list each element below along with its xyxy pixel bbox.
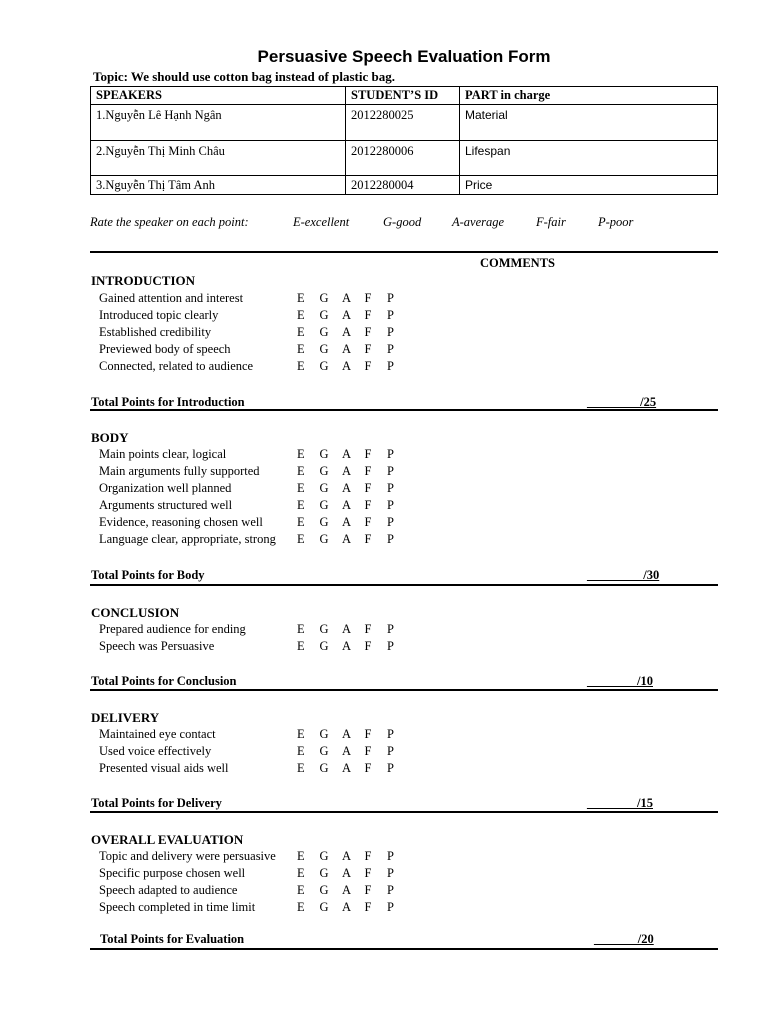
grade-option: F (364, 515, 372, 529)
grade-option: F (364, 639, 372, 653)
grade-option: P (387, 481, 394, 495)
grade-option: F (364, 342, 372, 356)
grade-option: F (364, 866, 372, 880)
section-heading-overall: OVERALL EVALUATION (91, 832, 244, 847)
grade-option: P (387, 761, 394, 775)
grade-option: A (342, 727, 352, 741)
student-id: 2012280025 (346, 105, 460, 141)
form-title: Persuasive Speech Evaluation Form (257, 47, 551, 66)
criterion-label: Connected, related to audience (99, 359, 254, 373)
score-blank-conclusion: ________/10 (587, 674, 653, 688)
grade-options (297, 481, 410, 496)
grade-option: G (319, 639, 329, 653)
grade-option: F (364, 447, 372, 461)
score-blank-delivery: ________/15 (587, 796, 653, 810)
grade-options (297, 883, 410, 898)
grade-option: G (319, 900, 329, 914)
grade-options (297, 447, 410, 462)
grade-option: G (319, 447, 329, 461)
grade-option: G (319, 532, 329, 546)
grade-options (297, 744, 410, 759)
grade-option: E (297, 481, 305, 495)
grade-option: E (297, 866, 305, 880)
grade-option: A (342, 308, 352, 322)
table-header-row (91, 87, 718, 105)
grade-option: P (387, 325, 394, 339)
criterion-label: Specific purpose chosen well (99, 866, 246, 880)
grade-option: P (387, 464, 394, 478)
grade-option: A (342, 481, 352, 495)
grade-option: G (319, 866, 329, 880)
grade-option: F (364, 308, 372, 322)
grade-option: E (297, 464, 305, 478)
section-heading-delivery: DELIVERY (91, 710, 160, 725)
grade-option: G (319, 761, 329, 775)
grade-option: F (364, 532, 372, 546)
score-blank-body: _________/30 (587, 568, 660, 582)
grade-option: F (364, 291, 372, 305)
part-in-charge: Material (460, 105, 718, 141)
grade-option: P (387, 866, 394, 880)
grade-option: G (319, 727, 329, 741)
grade-option: E (297, 325, 305, 339)
grade-options (297, 342, 410, 357)
grade-option: G (319, 308, 329, 322)
part-in-charge: Lifespan (460, 141, 718, 176)
grade-option: A (342, 291, 352, 305)
part-in-charge: Price (460, 176, 718, 195)
grade-option: G (319, 325, 329, 339)
grade-option: A (342, 883, 352, 897)
grade-options (297, 761, 410, 776)
grade-option: A (342, 744, 352, 758)
grade-option: E (297, 359, 305, 373)
divider (90, 584, 718, 586)
grade-options (297, 515, 410, 530)
grade-option: F (364, 464, 372, 478)
grade-option: P (387, 515, 394, 529)
criterion-label: Introduced topic clearly (99, 308, 219, 322)
grade-option: P (387, 900, 394, 914)
grade-option: A (342, 532, 352, 546)
comments-header: COMMENTS (480, 256, 555, 270)
grade-option: G (319, 481, 329, 495)
grade-option: E (297, 622, 305, 636)
rating-fair: F-fair (536, 215, 566, 229)
grade-option: F (364, 622, 372, 636)
criterion-label: Prepared audience for ending (99, 622, 246, 636)
criterion-label: Presented visual aids well (99, 761, 229, 775)
grade-options (297, 291, 410, 306)
grade-options (297, 727, 410, 742)
speaker-name: 3.Nguyễn Thị Tâm Anh (91, 176, 346, 195)
rating-prompt: Rate the speaker on each point: (90, 215, 249, 229)
grade-option: P (387, 744, 394, 758)
grade-option: A (342, 639, 352, 653)
criterion-label: Maintained eye contact (99, 727, 216, 741)
grade-option: P (387, 639, 394, 653)
grade-option: G (319, 464, 329, 478)
section-heading-conclusion: CONCLUSION (91, 605, 180, 620)
criterion-label: Topic and delivery were persuasive (99, 849, 276, 863)
student-id: 2012280004 (346, 176, 460, 195)
grade-option: G (319, 883, 329, 897)
divider (90, 251, 718, 253)
total-label-delivery: Total Points for Delivery (91, 796, 222, 810)
grade-options (297, 866, 410, 881)
grade-option: P (387, 883, 394, 897)
section-heading-introduction: INTRODUCTION (91, 273, 196, 288)
grade-option: E (297, 883, 305, 897)
grade-option: E (297, 291, 305, 305)
speaker-name: 1.Nguyễn Lê Hạnh Ngân (91, 105, 346, 141)
student-id: 2012280006 (346, 141, 460, 176)
criterion-label: Gained attention and interest (99, 291, 244, 305)
grade-options (297, 325, 410, 340)
total-label-overall: Total Points for Evaluation (100, 932, 245, 946)
grade-option: F (364, 849, 372, 863)
grade-option: A (342, 464, 352, 478)
grade-options (297, 308, 410, 323)
grade-option: A (342, 359, 352, 373)
criterion-label: Arguments structured well (99, 498, 233, 512)
criterion-label: Evidence, reasoning chosen well (99, 515, 263, 529)
total-label-conclusion: Total Points for Conclusion (91, 674, 237, 688)
score-blank-introduction: ___ _____/25 (587, 395, 657, 409)
criterion-label: Organization well planned (99, 481, 232, 495)
criterion-label: Language clear, appropriate, strong (99, 532, 276, 546)
grade-option: P (387, 308, 394, 322)
table-row (91, 105, 718, 141)
grade-option: P (387, 359, 394, 373)
grade-option: E (297, 761, 305, 775)
grade-option: G (319, 622, 329, 636)
grade-option: A (342, 761, 352, 775)
grade-option: E (297, 744, 305, 758)
header-part: PART in charge (460, 87, 718, 105)
speakers-table (90, 86, 718, 195)
grade-option: P (387, 498, 394, 512)
grade-option: A (342, 900, 352, 914)
grade-option: E (297, 342, 305, 356)
divider (90, 811, 718, 813)
total-label-body: Total Points for Body (91, 568, 205, 582)
grade-options (297, 849, 410, 864)
criterion-label: Used voice effectively (99, 744, 212, 758)
grade-option: A (342, 622, 352, 636)
grade-options (297, 498, 410, 513)
grade-option: F (364, 498, 372, 512)
grade-option: F (364, 744, 372, 758)
grade-option: P (387, 532, 394, 546)
header-speakers: SPEAKERS (91, 87, 346, 105)
grade-option: A (342, 515, 352, 529)
grade-option: G (319, 342, 329, 356)
rating-excellent: E-excellent (293, 215, 350, 229)
grade-option: E (297, 515, 305, 529)
speaker-name: 2.Nguyễn Thị Minh Châu (91, 141, 346, 176)
grade-option: P (387, 622, 394, 636)
grade-option: E (297, 447, 305, 461)
grade-option: G (319, 744, 329, 758)
divider (90, 689, 718, 691)
grade-option: E (297, 727, 305, 741)
criterion-label: Speech completed in time limit (99, 900, 256, 914)
grade-option: G (319, 515, 329, 529)
grade-option: E (297, 308, 305, 322)
table-row (91, 141, 718, 176)
total-label-introduction: Total Points for Introduction (91, 395, 245, 409)
criterion-label: Speech was Persuasive (99, 639, 215, 653)
grade-option: G (319, 359, 329, 373)
grade-option: A (342, 849, 352, 863)
grade-option: P (387, 291, 394, 305)
grade-option: P (387, 342, 394, 356)
grade-option: P (387, 447, 394, 461)
grade-option: G (319, 849, 329, 863)
grade-option: F (364, 481, 372, 495)
rating-good: G-good (383, 215, 422, 229)
criterion-label: Main arguments fully supported (99, 464, 260, 478)
table-row (91, 176, 718, 195)
grade-option: F (364, 883, 372, 897)
grade-options (297, 639, 410, 654)
grade-options (297, 359, 410, 374)
grade-option: A (342, 325, 352, 339)
grade-option: F (364, 727, 372, 741)
criterion-label: Previewed body of speech (99, 342, 231, 356)
grade-option: A (342, 342, 352, 356)
grade-option: P (387, 849, 394, 863)
grade-option: E (297, 498, 305, 512)
grade-options (297, 622, 410, 637)
rating-average: A-average (452, 215, 505, 229)
rating-poor: P-poor (598, 215, 634, 229)
grade-option: F (364, 761, 372, 775)
criterion-label: Established credibility (99, 325, 212, 339)
grade-option: E (297, 900, 305, 914)
grade-option: F (364, 900, 372, 914)
grade-option: A (342, 447, 352, 461)
grade-option: P (387, 727, 394, 741)
header-student-id: STUDENT’S ID (346, 87, 460, 105)
grade-option: G (319, 498, 329, 512)
topic-line: Topic: We should use cotton bag instead of plastic bag. (93, 69, 395, 84)
grade-options (297, 900, 410, 915)
divider (90, 409, 718, 411)
grade-option: A (342, 498, 352, 512)
grade-option: E (297, 532, 305, 546)
criterion-label: Speech adapted to audience (99, 883, 238, 897)
grade-option: G (319, 291, 329, 305)
grade-option: A (342, 866, 352, 880)
section-heading-body: BODY (91, 430, 129, 445)
criterion-label: Main points clear, logical (99, 447, 227, 461)
grade-option: E (297, 849, 305, 863)
grade-option: F (364, 359, 372, 373)
grade-option: E (297, 639, 305, 653)
grade-option: F (364, 325, 372, 339)
score-blank-overall: _______/20 (594, 932, 654, 946)
divider (90, 948, 718, 950)
grade-options (297, 532, 410, 547)
grade-options (297, 464, 410, 479)
